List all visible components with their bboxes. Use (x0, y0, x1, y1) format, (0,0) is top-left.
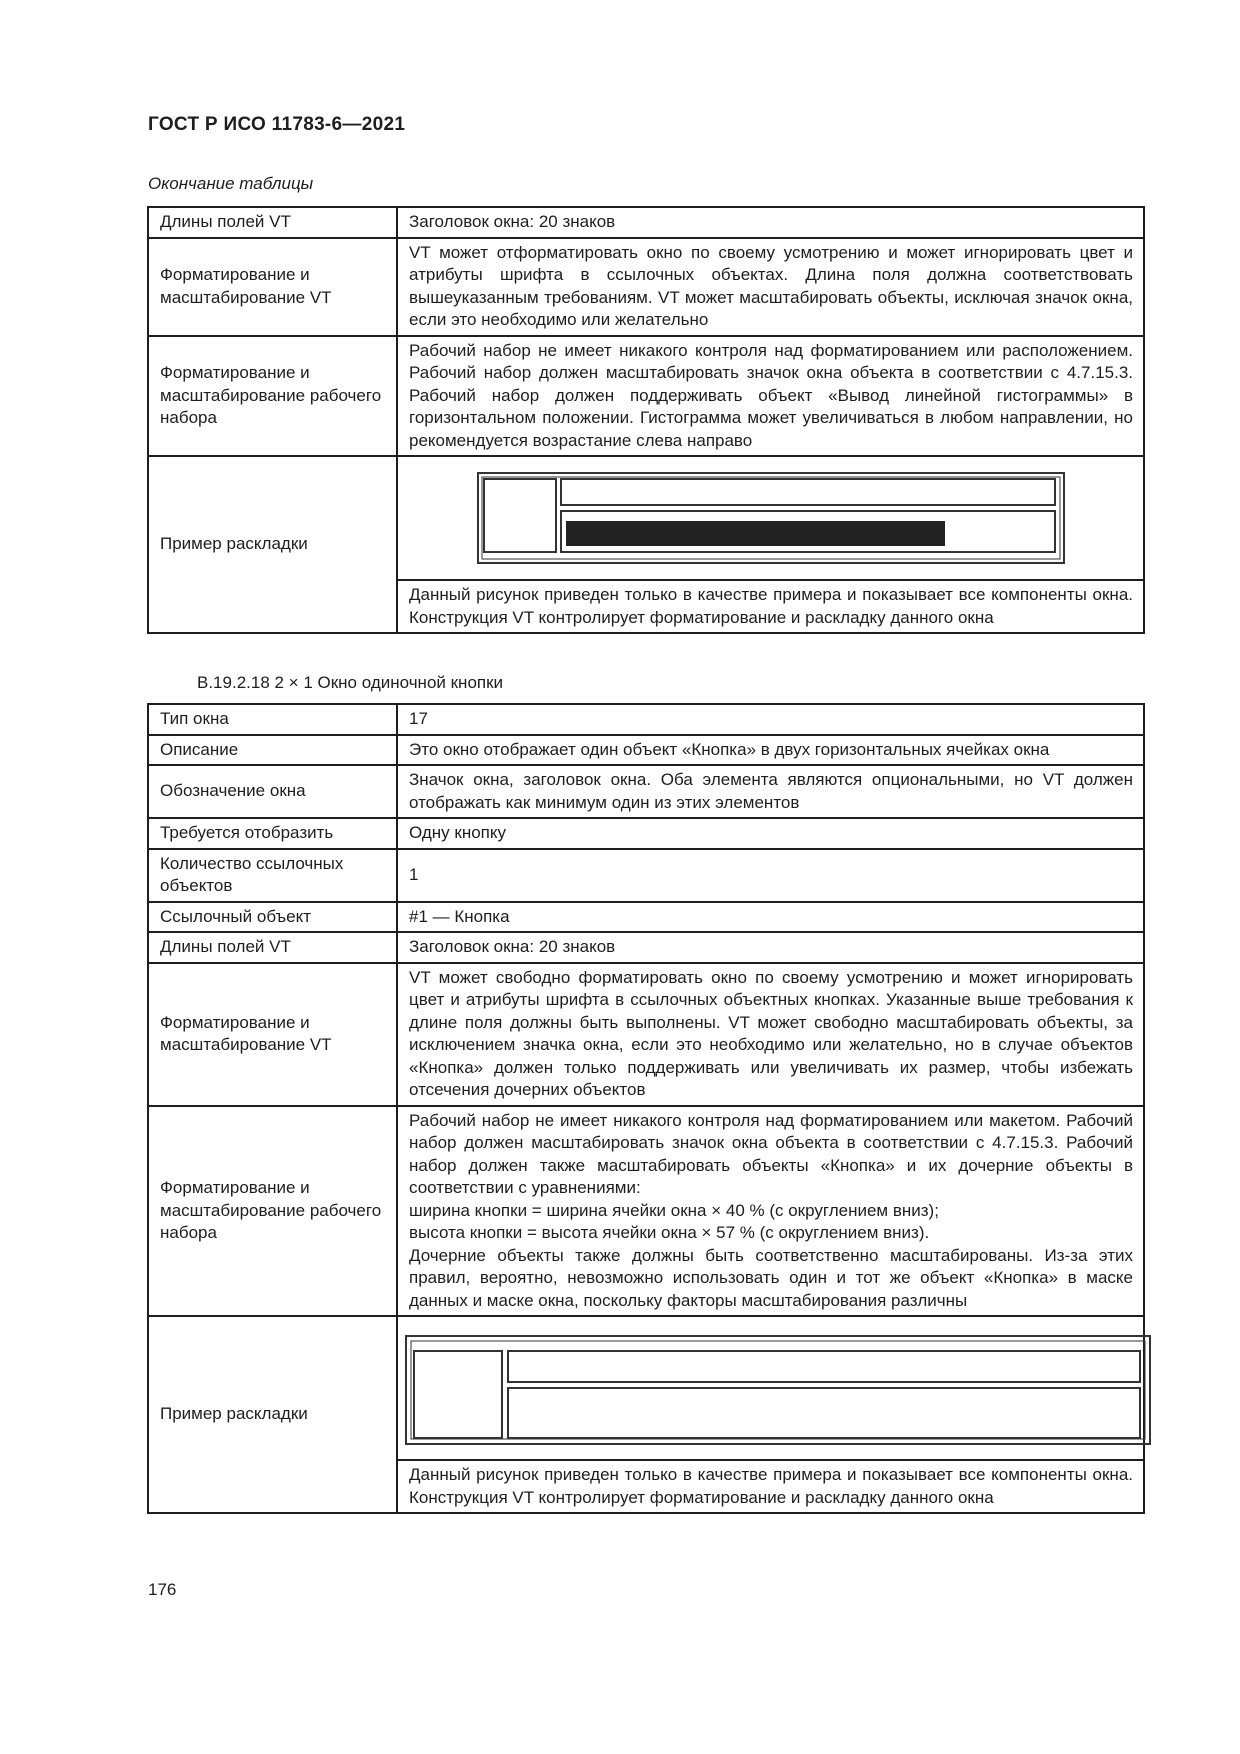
table-row (148, 336, 1144, 457)
table-row (148, 207, 1144, 238)
formula-button-width: ширина кнопки = ширина ячейки окна × 40 % (с округлением вниз); (409, 1200, 939, 1220)
row-value: Значок окна, заголовок окна. Оба элемента являются опциональными, но VT должен отображать как минимум один из этих элементов (397, 765, 1144, 818)
window-outer-frame (478, 473, 1064, 563)
row-value: #1 — Кнопка (397, 902, 1144, 933)
row-label: Описание (148, 735, 397, 766)
example-note: Данный рисунок приведен только в качестве примера и показывает все компоненты окна. Конструкция VT контролирует форматирование и раскладку данного окна (397, 580, 1144, 633)
table-row (148, 735, 1144, 766)
row-value: Рабочий набор не имеет никакого контроля над форматированием или расположением. Рабочий набор должен масштабировать значок окна объекта в соответствии с 4.7.15.3. Рабочий набор должен поддерживать объект «Вывод линейной гистограммы» в горизонтальном положении. Гистограмма может увеличиваться в любом направлении, но рекомендуется возрастание слева направо (397, 336, 1144, 457)
table-row (148, 1106, 1144, 1317)
table-row (148, 765, 1144, 818)
page-number: 176 (148, 1580, 177, 1599)
row-value: Это окно отображает один объект «Кнопка» в двух горизонтальных ячейках окна (397, 735, 1144, 766)
example-note: Данный рисунок приведен только в качестве примера и показывает все компоненты окна. Конструкция VT контролирует форматирование и раскладку данного окна (397, 1460, 1144, 1513)
bargraph-window-diagram (398, 468, 1158, 568)
row-label: Форматирование и масштабирование рабочего набора (148, 336, 397, 457)
formula-button-height: высота кнопки = высота ячейки окна × 57 % (с округлением вниз). (409, 1223, 930, 1242)
row-value: Одну кнопку (397, 818, 1144, 849)
layout-example-figure (397, 456, 1144, 580)
row-value: VT может свободно форматировать окно по своему усмотрению и может игнорировать цвет и атрибуты шрифта в ссылочных объектных кнопках. Указанные выше требования к длине поля должны быть выполнены. VT может свободно масштабировать объекты, за исключением значка окна, если это необходимо или желательно, но в случае объектов «Кнопка» должен только поддерживать или увеличивать их размер, чтобы избежать отсечения дочерних объектов (397, 963, 1144, 1106)
window-icon-cell (414, 1351, 502, 1438)
section-caption: В.19.2.18 2 × 1 Окно одиночной кнопки (197, 673, 504, 692)
table-row-example (148, 456, 1144, 580)
row-label: Ссылочный объект (148, 902, 397, 933)
table-continued (147, 206, 1145, 634)
row-value: Заголовок окна: 20 знаков (397, 932, 1144, 963)
table-continuation-caption: Окончание таблицы (148, 174, 314, 193)
button-window-diagram (398, 1328, 1158, 1448)
row-value: 17 (397, 704, 1144, 735)
table-row (148, 238, 1144, 336)
window-title-cell (561, 479, 1055, 505)
row-label: Количество ссылочных объектов (148, 849, 397, 902)
table-row-example (148, 1316, 1144, 1460)
window-inner-frame (411, 1341, 1145, 1439)
table-row (148, 902, 1144, 933)
window-outer-frame (406, 1336, 1150, 1444)
table-row (148, 849, 1144, 902)
row-label: Форматирование и масштабирование VT (148, 963, 397, 1106)
row-label: Требуется отобразить (148, 818, 397, 849)
table-row (148, 704, 1144, 735)
document-header: ГОСТ Р ИСО 11783-6—2021 (148, 114, 406, 135)
bargraph-fill (566, 521, 945, 546)
row-value-ws-scaling (397, 1106, 1144, 1317)
button-cell (508, 1388, 1140, 1438)
row-label: Длины полей VT (148, 207, 397, 238)
window-2x1-button-table (147, 703, 1145, 1514)
ws-scaling-intro: Рабочий набор не имеет никакого контроля над форматированием или макетом. Рабочий набор должен масштабировать значок окна объекта в соответствии с 4.7.15.3. Рабочий набор должен также масштабировать объекты «Кнопка» и их дочерние объекты в соответствии с уравнениями: (409, 1110, 1133, 1197)
row-value: 1 (397, 849, 1144, 902)
example-label: Пример раскладки (148, 1316, 397, 1513)
row-label: Форматирование и масштабирование VT (148, 238, 397, 336)
table-row (148, 932, 1144, 963)
window-title-cell (508, 1351, 1140, 1382)
window-icon-cell (484, 479, 556, 552)
row-label: Тип окна (148, 704, 397, 735)
row-label: Длины полей VT (148, 932, 397, 963)
row-value: VT может отформатировать окно по своему усмотрению и может игнорировать цвет и атрибуты шрифта в ссылочных объектах. Длина поля должна соответствовать вышеуказанным требованиям. VT может масштабировать объекты, исключая значок окна, если это необходимо или желательно (397, 238, 1144, 336)
row-label: Форматирование и масштабирование рабочего набора (148, 1106, 397, 1317)
example-label: Пример раскладки (148, 456, 397, 633)
ws-scaling-outro: Дочерние объекты также должны быть соответственно масштабированы. Из-за этих правил, вероятно, невозможно использовать один и тот же объект «Кнопка» в маске данных и маске окна, поскольку факторы масштабирования различны (409, 1245, 1133, 1310)
row-value: Заголовок окна: 20 знаков (397, 207, 1144, 238)
layout-example-figure (397, 1316, 1144, 1460)
table-row (148, 818, 1144, 849)
window-inner-frame (482, 477, 1060, 559)
row-label: Обозначение окна (148, 765, 397, 818)
table-row (148, 963, 1144, 1106)
